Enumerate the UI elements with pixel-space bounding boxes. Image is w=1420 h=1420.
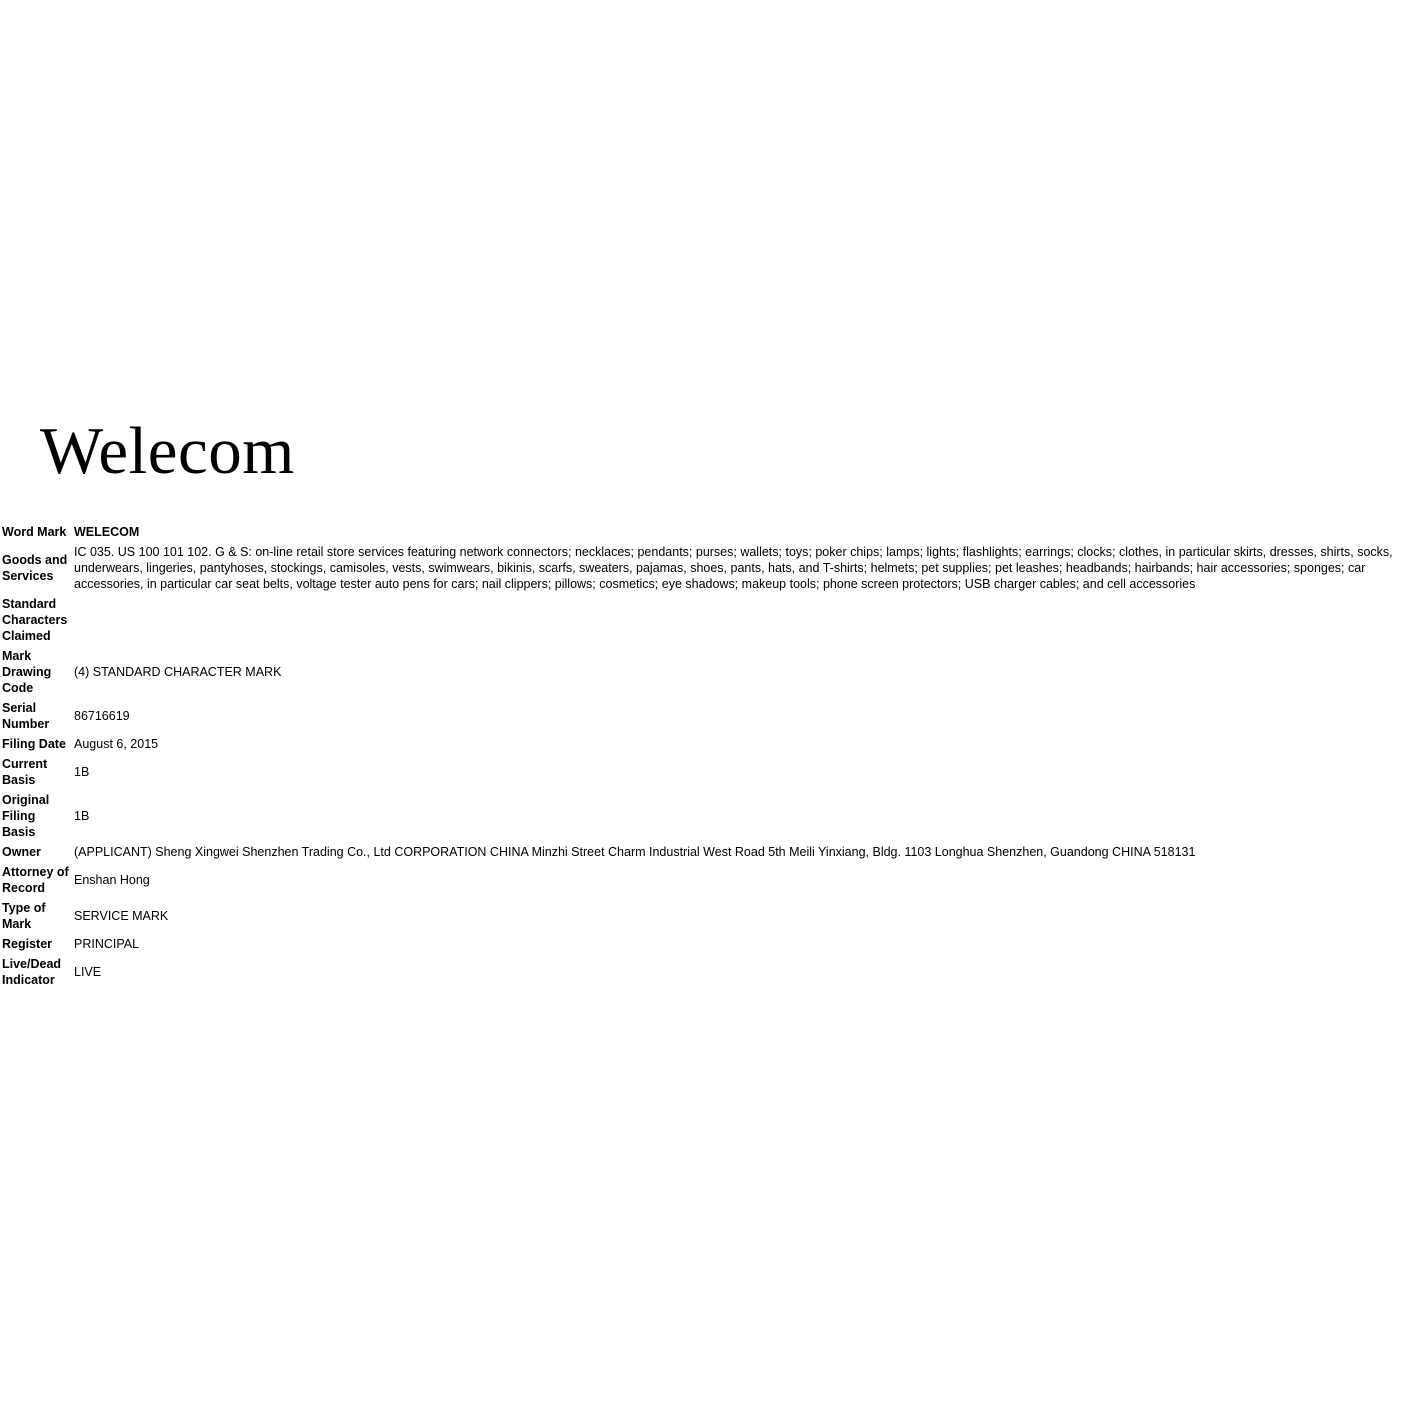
attorney-row xyxy=(0,862,1418,898)
live-dead-row xyxy=(0,954,1418,990)
mark-drawing-code-value: (4) STANDARD CHARACTER MARK xyxy=(74,665,282,679)
register-value: PRINCIPAL xyxy=(74,937,140,951)
type-of-mark-label: Type of Mark xyxy=(2,901,46,931)
mark-drawing-code-row xyxy=(0,646,1418,698)
original-filing-basis-row xyxy=(0,790,1418,842)
live-dead-label: Live/Dead Indicator xyxy=(2,957,62,987)
owner-label: Owner xyxy=(2,845,41,859)
mark-drawing: Welecom xyxy=(40,414,295,488)
word-mark-value: WELECOM xyxy=(74,525,140,539)
goods-services-row xyxy=(0,542,1418,594)
filing-date-label: Filing Date xyxy=(2,737,66,751)
current-basis-row xyxy=(0,754,1418,790)
trademark-record-table xyxy=(0,522,1418,990)
standard-characters-label: Standard Characters Claimed xyxy=(2,597,68,643)
goods-services-value: IC 035. US 100 101 102. G & S: on-line retail store services featuring network connectors; necklaces; pendants; purses; wallets; toys; poker chips; lamps; lights; flashlights; earrings; clocks; clothes, in particular skirts, dresses, shirts, socks, underwears, lingeries, pantyhoses, stockings, camisoles, vests, swimwears, bikinis, scarfs, sweaters, pajamas, shoes, pants, hats, and T-shirts; helmets; pet supplies; pet leashes; headbands; hairbands; hair accessories; sponges; car accessories, in particular car seat belts, voltage tester auto pens for cars; nail clippers; pillows; cosmetics; eye shadows; makeup tools; phone screen protectors; USB charger cables; and cell accessories xyxy=(74,545,1393,591)
current-basis-value: 1B xyxy=(74,765,90,779)
mark-drawing-code-label: Mark Drawing Code xyxy=(2,649,52,695)
word-mark-label: Word Mark xyxy=(2,525,67,539)
owner-row xyxy=(0,842,1418,862)
attorney-label: Attorney of Record xyxy=(2,865,69,895)
current-basis-label: Current Basis xyxy=(2,757,48,787)
type-of-mark-value: SERVICE MARK xyxy=(74,909,169,923)
attorney-value: Enshan Hong xyxy=(74,873,150,887)
filing-date-row xyxy=(0,734,1418,754)
register-label: Register xyxy=(2,937,53,951)
goods-services-label: Goods and Services xyxy=(2,553,68,583)
type-of-mark-row xyxy=(0,898,1418,934)
original-filing-basis-label: Original Filing Basis xyxy=(2,793,50,839)
standard-characters-value xyxy=(72,594,1418,646)
word-mark-row xyxy=(0,522,1418,542)
owner-value: (APPLICANT) Sheng Xingwei Shenzhen Trading Co., Ltd CORPORATION CHINA Minzhi Street Charm Industrial West Road 5th Meili Yinxiang, Bldg. 1103 Longhua Shenzhen, Guandong CHINA 518131 xyxy=(74,845,1196,859)
register-row xyxy=(0,934,1418,954)
standard-characters-row xyxy=(0,594,1418,646)
filing-date-value: August 6, 2015 xyxy=(74,737,159,751)
live-dead-value: LIVE xyxy=(74,965,102,979)
serial-number-label: Serial Number xyxy=(2,701,50,731)
serial-number-value: 86716619 xyxy=(74,709,130,723)
serial-number-row xyxy=(0,698,1418,734)
original-filing-basis-value: 1B xyxy=(74,809,90,823)
